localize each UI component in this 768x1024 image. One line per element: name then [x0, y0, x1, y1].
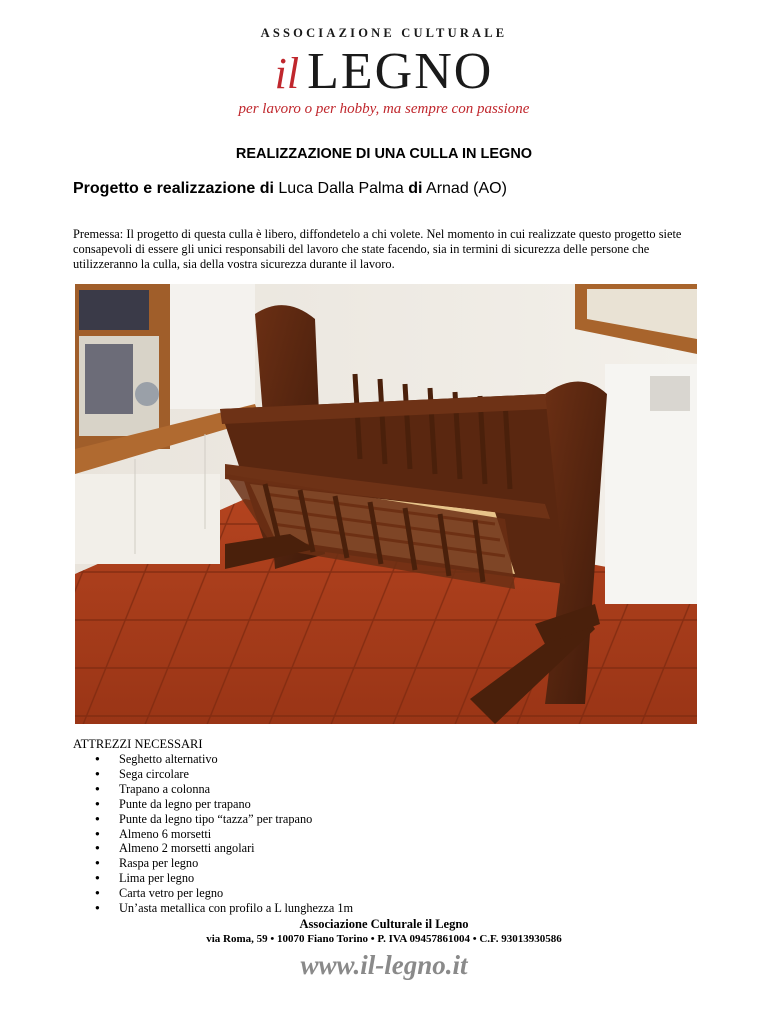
author-name: Luca Dalla Palma: [278, 180, 404, 197]
list-item: ● Sega circolare: [73, 767, 353, 782]
cradle-photo-illustration: [75, 284, 697, 724]
tools-list: [73, 752, 353, 916]
footer-address: via Roma, 59 • 10070 Fiano Torino • P. IVA 09457861004 • C.F. 93013930586: [206, 933, 562, 945]
logo: [0, 42, 768, 101]
subtitle-di: di: [408, 180, 423, 197]
document-subtitle: [73, 180, 507, 198]
list-item: ● Carta vetro per legno: [73, 886, 353, 901]
logo-legno: LEGNO: [307, 43, 494, 100]
list-item: ● Almeno 6 morsetti: [73, 827, 353, 842]
list-item: ● Un’asta metallica con profilo a L lunghezza 1m: [73, 901, 353, 916]
cradle-photo: [75, 284, 697, 724]
list-item: ● Trapano a colonna: [73, 782, 353, 797]
association-name: ASSOCIAZIONE CULTURALE: [260, 26, 508, 40]
tools-heading: ATTREZZI NECESSARI: [73, 737, 203, 751]
list-item: ● Raspa per legno: [73, 856, 353, 871]
logo-il: il: [274, 49, 300, 98]
list-item: ● Almeno 2 morsetti angolari: [73, 841, 353, 856]
subtitle-prefix: Progetto e realizzazione di: [73, 180, 274, 197]
author-place: Arnad (AO): [426, 180, 507, 197]
list-item: ● Lima per legno: [73, 871, 353, 886]
list-item: ● Seghetto alternativo: [73, 752, 353, 767]
list-item: ● Punte da legno per trapano: [73, 797, 353, 812]
tagline: per lavoro o per hobby, ma sempre con passione: [238, 101, 530, 117]
footer-website-link[interactable]: www.il-legno.it: [300, 950, 468, 980]
premessa-paragraph: Premessa: Il progetto di questa culla è libero, diffondetelo a chi volete. Nel momento in cui realizzate questo progetto siete consapevoli di essere gli unici responsabili del lavoro che state facendo, sia in termini di sicurezza delle persone che utilizzeranno la culla, sia della vostra sicurezza durante il lavoro.: [73, 227, 682, 271]
document-title: REALIZZAZIONE DI UNA CULLA IN LEGNO: [235, 146, 533, 162]
list-item: ● Punte da legno tipo “tazza” per trapano: [73, 812, 353, 827]
footer-association-name: Associazione Culturale il Legno: [299, 917, 469, 931]
